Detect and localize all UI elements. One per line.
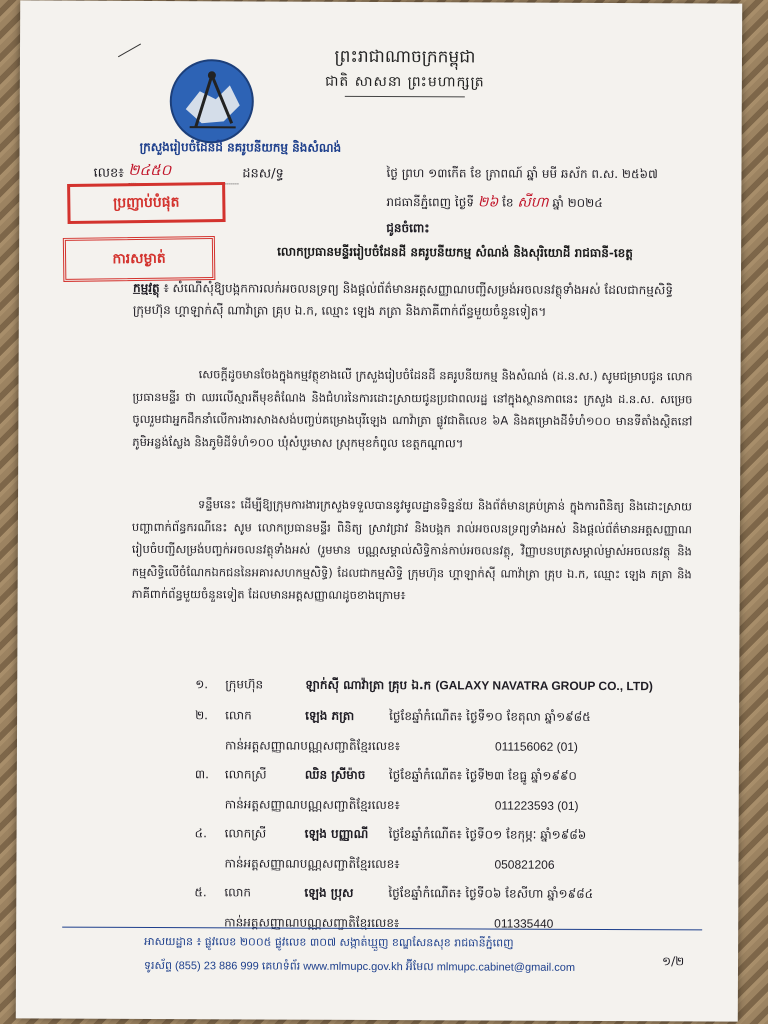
id-number: 011223593 (01): [494, 798, 579, 813]
list-number: ៥.: [194, 885, 207, 900]
reference-blank: [128, 161, 238, 184]
solar-date: [386, 192, 602, 214]
company-name: [305, 670, 653, 703]
person-name: ឈិន ស្រីម៉ាច: [304, 767, 366, 782]
paragraph-2: ទន្ទឹមនេះ ដើម្បីឱ្យក្រុមការងារក្រសួងទទួលបាននូវមូលដ្ឋានទិន្នន័យ និងព័ត៌មានគ្រប់គ្រាន់ ក្នុងការពិនិត្យ និងដោះស្រាយបញ្ហាពាក់ព័ន្ធករណីនេះ សូម លោកប្រធានមន្ទីរ ពិនិត្យ ស្រាវជ្រាវ និងបង្កក រាល់អចលនទ្រព្យទាំងអស់ និងផ្តល់ព័ត៌មានអត្តសញ្ញាណ រៀបចំបញ្ជីសម្រង់បញ្ចក់អចលនវត្ថុទាំងអស់ (រួមមាន បណ្ណសម្គាល់សិទ្ធិកាន់កាប់អចលនវត្ថុ, វិញ្ញាបនបត្រសម្គាល់ម្ចាស់អចលនវត្ថុ និងកម្មសិទ្ធិលើចំណែកឯកជននៃអគារសហកម្មសិទ្ធិ) ដែលជាកម្មសិទ្ធិ ក្រុមហ៊ុន ហ្គាឡាក់ស៊ី ណាវ៉ាត្រា គ្រុប ឯ.ក, ឈ្មោះ ឡេង ភត្រា និងភាគីពាក់ព័ន្ធមួយចំនួនទៀត ដែលមានអត្តសញ្ញាណដូចខាងក្រោម៖: [131, 497, 693, 603]
urgent-stamp: ប្រញាប់បំផុត: [67, 182, 226, 224]
person-name: ឡេង ប្រុស: [304, 885, 354, 900]
solar-day: ២៦: [477, 194, 499, 211]
page-number: ១/២: [662, 954, 685, 969]
id-row: [195, 790, 675, 820]
motto-divider: [345, 96, 465, 98]
list-prefix: លោកស្រី: [224, 826, 267, 841]
id-label: កាន់អត្តសញ្ញាណបណ្ណសញ្ជាតិខ្មែរលេខ៖: [224, 915, 400, 931]
id-number: 011156062 (01): [494, 739, 578, 754]
list-prefix: លោក: [225, 708, 252, 723]
reference-number: [93, 161, 283, 185]
lunar-date: ថ្ងៃ ព្រហ ១៣កើត ខែ ភ្រាពណ៍ ឆ្នាំ មមី ឆស័ក ព.ស. ២៥៦៧: [386, 166, 658, 182]
list-number: ១.: [195, 677, 209, 692]
document-page: [16, 0, 742, 1021]
solar-year: ២០២៤: [567, 195, 603, 210]
subject-text: ៖ សំណើសុំឱ្យបង្កកការលក់អចលនទ្រព្យ និងផ្តល់ព័ត៌មានអត្តសញ្ញាណបញ្ជីសម្រង់អចលនវត្ថុទាំងអស់ ដែលជាកម្មសិទ្ធិ ក្រុមហ៊ុន ហ្គាឡាក់ស៊ី ណាវ៉ាត្រា គ្រុប ឯ.ក, ឈ្មោះ ឡេង ភត្រា និងភាគីពាក់ព័ន្ធមួយចំនួនទៀត។: [132, 281, 673, 319]
list-prefix: លោកស្រី: [224, 767, 267, 782]
id-number: 050821206: [494, 857, 555, 872]
reference-value: ២៤៥០: [128, 160, 172, 180]
list-item-person: [194, 877, 674, 910]
reference-label: លេខ៖: [93, 165, 124, 181]
company-name-en: (GALAXY NAVATRA GROUP CO., LTD): [435, 678, 653, 694]
recipient: លោកប្រធានមន្ទីររៀបចំដែនដី នគរូបនីយកម្ម សំណង់ និងសុរិយោដី រាជធានី-ខេត្ត: [277, 244, 633, 261]
subject-line: [133, 277, 693, 323]
list-number: ៣.: [194, 767, 209, 782]
id-label: កាន់អត្តសញ្ញាណបណ្ណសញ្ជាតិខ្មែរលេខ៖: [224, 797, 400, 813]
footer-address: អាសយដ្ឋាន ៖ ផ្លូវលេខ ២០០៥ ផ្លូវលេខ ៣០៧ សង្កាត់ឃ្មួញ ខណ្ឌសែនសុខ រាជធានីភ្នំពេញ: [144, 934, 514, 950]
ministry-logo: [170, 59, 254, 143]
party-list: [194, 669, 675, 938]
paragraph-1: សេចក្តីដូចមានចែងក្នុងកម្មវត្ថុខាងលើ ក្រសួងរៀបចំដែនដី នគរូបនីយកម្ម និងសំណង់ (ដ.ន.ស.) សូមជម្រាបជូន លោកប្រធានមន្ទីរ ថា ឈរលើស្មារតីមុខតំណែង និងជំហរនៃការដោះស្រាយជូនប្រជាពលរដ្ឋ នៅក្នុងស្ថានភាពនេះ ក្រសួង ដ.ន.ស. សម្រេចចូលរួមជាអ្នកដឹកនាំលើការងារសាងសង់បញ្ចប់គម្រោងបុរីឡេង ណាវ៉ាត្រា ផ្លូវជាតិលេខ ៦A និងគម្រោងដីទំហំ១០០ មានទីតាំងស្ថិតនៅភូមិអន្លង់ស្លែង និងភូមិដីទំហំ១០០ ឃុំសំបួរមាស ស្រុកមុខកំពូល ខេត្តកណ្តាល។: [132, 367, 693, 450]
solar-date-prefix: រាជធានីភ្នំពេញ ថ្ងៃទី: [386, 195, 474, 210]
list-item-company: [195, 669, 675, 702]
subject-label: កម្មវត្ថុ: [132, 280, 160, 296]
pen-mark: [118, 43, 148, 69]
list-item-person: [195, 759, 675, 792]
id-label: កាន់អត្តសញ្ញាណបណ្ណសញ្ជាតិខ្មែរលេខ៖: [224, 856, 400, 872]
person-name: ឡេង បញ្ញាណី: [304, 826, 369, 841]
id-label: កាន់អត្តសញ្ញាណបណ្ណសញ្ជាតិខ្មែរលេខ៖: [224, 738, 401, 754]
month-label: ខែ: [502, 195, 514, 210]
kingdom-title: ព្រះរាជាណាចក្រកម្ពុជា: [334, 46, 476, 68]
compass-icon: [172, 61, 252, 141]
person-dob: ថ្ងៃខែឆ្នាំកំណើត៖ ថ្ងៃទី០១ ខែកុម្ភៈ ឆ្នាំ១៩៨៦: [388, 827, 587, 842]
id-row: [194, 908, 674, 938]
person-dob: ថ្ងៃខែឆ្នាំកំណើត៖ ថ្ងៃទី០៦ ខែសីហា ឆ្នាំ១៩៨៤: [388, 886, 594, 901]
person-name: ឡេង ភត្រា: [305, 708, 355, 723]
year-label: ឆ្នាំ: [552, 195, 564, 210]
confidential-stamp: ការសម្ងាត់: [63, 236, 216, 282]
list-number: ៤.: [194, 826, 207, 841]
list-prefix: ក្រុមហ៊ុន: [225, 677, 264, 692]
person-dob: ថ្ងៃខែឆ្នាំកំណើត៖ ថ្ងៃទី២៣ ខែធ្នូ ឆ្នាំ១៩៩០: [388, 768, 577, 783]
ministry-name: ក្រសួងរៀបចំដែនដី នគរូបនីយកម្ម និងសំណង់: [139, 139, 342, 155]
list-item-person: [195, 818, 675, 851]
reference-suffix: ដនស/ទ្ធ: [242, 166, 284, 182]
person-dob: ថ្ងៃខែឆ្នាំកំណើត៖ ថ្ងៃទី១០ ខែតុលា ឆ្នាំ១៩៨៥: [389, 709, 591, 724]
id-row: [195, 731, 675, 761]
list-item-person: [195, 700, 675, 733]
company-name-kh: ឡាក់ស៊ី ណាវ៉ាត្រា គ្រុប ឯ.ក: [305, 677, 432, 693]
salutation: ជូនចំពោះ: [386, 221, 430, 236]
list-prefix: លោក: [224, 885, 252, 900]
id-number: 011335440: [494, 916, 554, 931]
footer-contact: ទូរស័ព្ទ (855) 23 886 999 គេហទំព័រ www.mlmupc.gov.kh អ៊ីមែល mlmupc.cabinet@gmail.com: [143, 959, 576, 974]
list-number: ២.: [195, 708, 209, 723]
national-motto: ជាតិ សាសនា ព្រះមហាក្សត្រ: [325, 73, 485, 91]
solar-month: សីហា: [517, 194, 549, 211]
id-row: [194, 849, 674, 879]
